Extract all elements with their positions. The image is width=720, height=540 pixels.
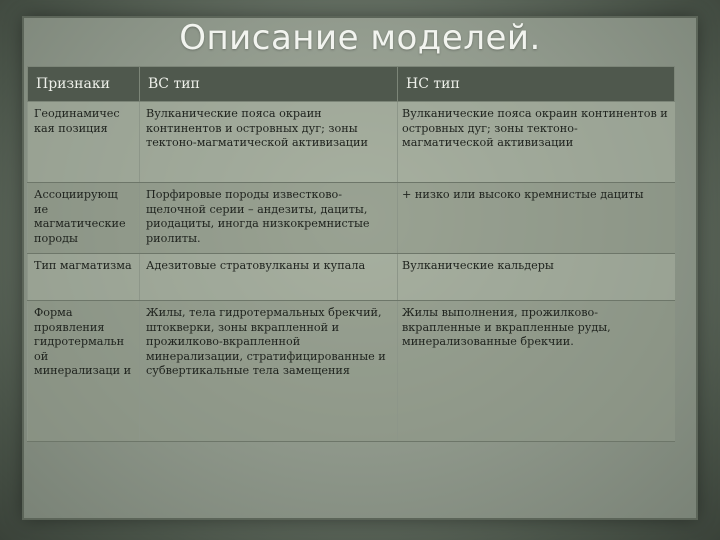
table-row: [28, 301, 675, 442]
ns-cell: + низко или высоко кремнистые дациты: [398, 183, 675, 254]
header-ns-type: НС тип: [398, 67, 675, 102]
feature-cell: Тип магматизма: [28, 254, 140, 301]
header-vs-type: ВС тип: [140, 67, 398, 102]
ns-cell: Вулканические кальдеры: [398, 254, 675, 301]
vs-cell: Жилы, тела гидротермальных брекчий, штокверки, зоны вкрапленной и прожилково-вкрапленной минерализации, стратифицированные и субвертикальные тела замещения: [140, 301, 398, 442]
feature-cell: Геодинамичес кая позиция: [28, 102, 140, 183]
models-table: [27, 66, 675, 442]
table-header-row: [28, 67, 675, 102]
table-row: [28, 102, 675, 183]
vs-cell: Адезитовые стратовулканы и купала: [140, 254, 398, 301]
header-features: Признаки: [28, 67, 140, 102]
table-row: [28, 254, 675, 301]
feature-cell: Форма проявления гидротермальн ой минерализаци и: [28, 301, 140, 442]
vs-cell: Порфировые породы известково-щелочной серии – андезиты, дациты, риодациты, иногда низкокремнистые риолиты.: [140, 183, 398, 254]
ns-cell: Жилы выполнения, прожилково-вкрапленные и вкрапленные руды, минерализованные брекчии.: [398, 301, 675, 442]
table-row: [28, 183, 675, 254]
vs-cell: Вулканические пояса окраин континентов и островных дуг; зоны тектоно-магматической активизации: [140, 102, 398, 183]
feature-cell: Ассоциирующ ие магматические породы: [28, 183, 140, 254]
ns-cell: Вулканические пояса окраин континентов и островных дуг; зоны тектоно-магматической активизации: [398, 102, 675, 183]
slide-title: Описание моделей.: [179, 18, 541, 58]
